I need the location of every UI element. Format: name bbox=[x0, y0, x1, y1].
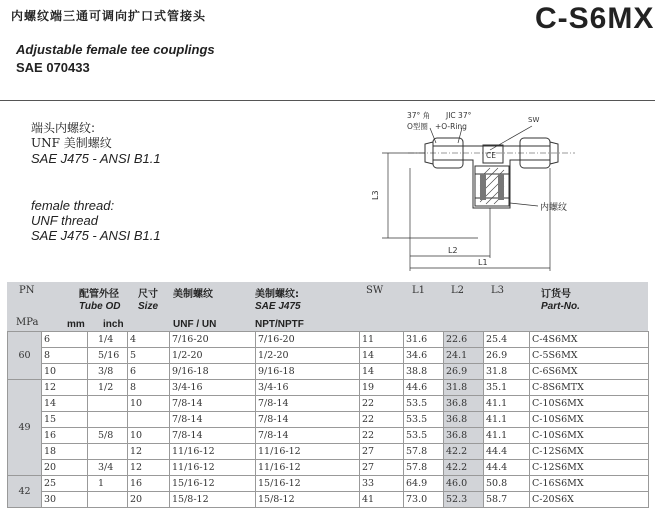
cell-l3: 44.4 bbox=[484, 460, 530, 476]
header-part-cn: 订货号 bbox=[541, 289, 571, 300]
cell-inch bbox=[88, 444, 128, 460]
cell-mm: 10 bbox=[42, 364, 88, 380]
cell-inch: 5/16 bbox=[88, 348, 128, 364]
cell-l1: 53.5 bbox=[404, 412, 444, 428]
cell-l1: 53.5 bbox=[404, 428, 444, 444]
cell-l1: 53.5 bbox=[404, 396, 444, 412]
cell-inch bbox=[88, 412, 128, 428]
spec-table bbox=[7, 331, 649, 508]
oring-label-cn: O型圈 bbox=[407, 122, 428, 131]
cell-unf: 15/8-12 bbox=[170, 492, 256, 508]
product-code: C-S6MX bbox=[535, 2, 655, 35]
cell-size bbox=[128, 412, 170, 428]
cell-unf: 7/8-14 bbox=[170, 412, 256, 428]
header-l3: L3 bbox=[491, 285, 505, 296]
jic-label: JIC 37° bbox=[446, 111, 472, 120]
cell-sw: 41 bbox=[360, 492, 404, 508]
cell-inch bbox=[88, 492, 128, 508]
header-thread2-cn: 美制螺纹: bbox=[255, 289, 299, 300]
inner-thread-label: 内螺纹 bbox=[540, 203, 568, 213]
cell-sw: 14 bbox=[360, 348, 404, 364]
cell-size: 16 bbox=[128, 476, 170, 492]
cell-l1: 57.8 bbox=[404, 460, 444, 476]
cell-l1: 57.8 bbox=[404, 444, 444, 460]
sae-number: SAE 070433 bbox=[16, 60, 90, 75]
cell-l1: 73.0 bbox=[404, 492, 444, 508]
cell-inch: 1/2 bbox=[88, 380, 128, 396]
dim-l1: L1 bbox=[478, 258, 488, 267]
table-row bbox=[8, 332, 649, 348]
cell-l2: 42.2 bbox=[444, 444, 484, 460]
cell-size: 5 bbox=[128, 348, 170, 364]
cell-size: 12 bbox=[128, 444, 170, 460]
oring-label: +O-Ring bbox=[435, 122, 467, 131]
cell-size: 20 bbox=[128, 492, 170, 508]
title-english: Adjustable female tee couplings bbox=[16, 42, 215, 57]
cell-sae: 11/16-12 bbox=[256, 444, 360, 460]
cell-l3: 26.9 bbox=[484, 348, 530, 364]
dim-l3: L3 bbox=[371, 190, 380, 200]
cell-size: 10 bbox=[128, 428, 170, 444]
header-inch: inch bbox=[103, 319, 124, 330]
cell-mm: 25 bbox=[42, 476, 88, 492]
cell-l2: 46.0 bbox=[444, 476, 484, 492]
cell-unf: 15/16-12 bbox=[170, 476, 256, 492]
cell-size: 10 bbox=[128, 396, 170, 412]
table-header bbox=[7, 282, 648, 331]
cell-mm: 12 bbox=[42, 380, 88, 396]
cell-mm: 18 bbox=[42, 444, 88, 460]
cell-part: C-4S6MX bbox=[530, 332, 649, 348]
cell-sw: 27 bbox=[360, 460, 404, 476]
thread-label-cn: 端头内螺纹: bbox=[31, 121, 96, 135]
cell-sae: 1/2-20 bbox=[256, 348, 360, 364]
cell-part: C-16S6MX bbox=[530, 476, 649, 492]
table-row bbox=[8, 444, 649, 460]
cell-l3: 41.1 bbox=[484, 396, 530, 412]
cell-mm: 6 bbox=[42, 332, 88, 348]
thread-unf-cn: UNF 美制螺纹 bbox=[31, 136, 112, 150]
pn-cell: 49 bbox=[8, 380, 42, 476]
cell-sw: 22 bbox=[360, 412, 404, 428]
header-part-no: Part-No. bbox=[541, 301, 580, 312]
cell-l3: 44.4 bbox=[484, 444, 530, 460]
cell-l2: 36.8 bbox=[444, 412, 484, 428]
sw-label: SW bbox=[528, 116, 540, 124]
header-mm: mm bbox=[67, 319, 85, 330]
cell-sae: 15/8-12 bbox=[256, 492, 360, 508]
cell-part: C-10S6MX bbox=[530, 412, 649, 428]
table-row bbox=[8, 492, 649, 508]
header-tube-od-cn: 配管外径 bbox=[79, 289, 119, 300]
cell-unf: 11/16-12 bbox=[170, 444, 256, 460]
cell-inch: 5/8 bbox=[88, 428, 128, 444]
ce-label: CE bbox=[486, 151, 496, 160]
angle-label-cn: 37° 角 bbox=[407, 111, 431, 120]
table-row bbox=[8, 396, 649, 412]
cell-part: C-12S6MX bbox=[530, 444, 649, 460]
table-row bbox=[8, 428, 649, 444]
cell-l1: 44.6 bbox=[404, 380, 444, 396]
cell-inch: 1 bbox=[88, 476, 128, 492]
cell-l2: 36.8 bbox=[444, 396, 484, 412]
header-l2: L2 bbox=[451, 285, 465, 296]
cell-part: C-10S6MX bbox=[530, 396, 649, 412]
cell-mm: 16 bbox=[42, 428, 88, 444]
cell-inch: 3/4 bbox=[88, 460, 128, 476]
cell-size: 12 bbox=[128, 460, 170, 476]
header-npt: NPT/NPTF bbox=[255, 319, 304, 330]
cell-l1: 38.8 bbox=[404, 364, 444, 380]
cell-inch: 3/8 bbox=[88, 364, 128, 380]
cell-l1: 64.9 bbox=[404, 476, 444, 492]
divider bbox=[0, 100, 655, 101]
header-sae-j475: SAE J475 bbox=[255, 301, 301, 312]
cell-unf: 7/16-20 bbox=[170, 332, 256, 348]
cell-l3: 58.7 bbox=[484, 492, 530, 508]
header-size: Size bbox=[138, 301, 159, 312]
title-chinese: 内螺纹端三通可调向扩口式管接头 bbox=[11, 9, 207, 23]
cell-part: C-6S6MX bbox=[530, 364, 649, 380]
cell-unf: 11/16-12 bbox=[170, 460, 256, 476]
cell-sae: 3/4-16 bbox=[256, 380, 360, 396]
cell-l3: 35.1 bbox=[484, 380, 530, 396]
cell-sw: 33 bbox=[360, 476, 404, 492]
cell-mm: 14 bbox=[42, 396, 88, 412]
tee-coupling-drawing bbox=[370, 108, 610, 273]
header-sw: SW bbox=[366, 285, 384, 296]
pn-cell: 60 bbox=[8, 332, 42, 380]
cell-unf: 7/8-14 bbox=[170, 396, 256, 412]
thread-label-en: female thread: bbox=[31, 198, 115, 213]
cell-sw: 11 bbox=[360, 332, 404, 348]
header-l1: L1 bbox=[412, 285, 426, 296]
cell-unf: 7/8-14 bbox=[170, 428, 256, 444]
thread-standard: SAE J475 - ANSI B1.1 bbox=[31, 151, 161, 166]
table-row bbox=[8, 476, 649, 492]
cell-l3: 41.1 bbox=[484, 428, 530, 444]
cell-part: C-8S6MTX bbox=[530, 380, 649, 396]
cell-mm: 8 bbox=[42, 348, 88, 364]
cell-inch bbox=[88, 396, 128, 412]
cell-sw: 22 bbox=[360, 396, 404, 412]
cell-sw: 19 bbox=[360, 380, 404, 396]
cell-sw: 22 bbox=[360, 428, 404, 444]
cell-unf: 9/16-18 bbox=[170, 364, 256, 380]
cell-size: 6 bbox=[128, 364, 170, 380]
table-row bbox=[8, 380, 649, 396]
cell-l2: 22.6 bbox=[444, 332, 484, 348]
cell-unf: 3/4-16 bbox=[170, 380, 256, 396]
table-row bbox=[8, 412, 649, 428]
cell-l3: 41.1 bbox=[484, 412, 530, 428]
cell-sae: 7/8-14 bbox=[256, 428, 360, 444]
table-row bbox=[8, 364, 649, 380]
cell-part: C-12S6MX bbox=[530, 460, 649, 476]
cell-sae: 7/8-14 bbox=[256, 396, 360, 412]
cell-sae: 7/8-14 bbox=[256, 412, 360, 428]
header-tube-od: Tube OD bbox=[79, 301, 121, 312]
cell-l3: 25.4 bbox=[484, 332, 530, 348]
cell-sae: 9/16-18 bbox=[256, 364, 360, 380]
thread-spec-english bbox=[31, 198, 161, 243]
cell-size: 4 bbox=[128, 332, 170, 348]
cell-l2: 24.1 bbox=[444, 348, 484, 364]
table-row bbox=[8, 460, 649, 476]
header-size-cn: 尺寸 bbox=[138, 289, 158, 300]
cell-l2: 42.2 bbox=[444, 460, 484, 476]
cell-mm: 20 bbox=[42, 460, 88, 476]
cell-mm: 30 bbox=[42, 492, 88, 508]
cell-part: C-10S6MX bbox=[530, 428, 649, 444]
cell-l3: 31.8 bbox=[484, 364, 530, 380]
cell-l2: 26.9 bbox=[444, 364, 484, 380]
thread-unf-en: UNF thread bbox=[31, 213, 98, 228]
cell-l3: 50.8 bbox=[484, 476, 530, 492]
cell-l2: 36.8 bbox=[444, 428, 484, 444]
header-mpa: MPa bbox=[16, 317, 39, 328]
cell-l2: 52.3 bbox=[444, 492, 484, 508]
cell-part: C-5S6MX bbox=[530, 348, 649, 364]
cell-unf: 1/2-20 bbox=[170, 348, 256, 364]
thread-standard-en: SAE J475 - ANSI B1.1 bbox=[31, 228, 161, 243]
cell-sae: 15/16-12 bbox=[256, 476, 360, 492]
pn-cell: 42 bbox=[8, 476, 42, 508]
cell-mm: 15 bbox=[42, 412, 88, 428]
cell-sw: 27 bbox=[360, 444, 404, 460]
dim-l2: L2 bbox=[448, 246, 458, 255]
table-row bbox=[8, 348, 649, 364]
cell-l2: 31.8 bbox=[444, 380, 484, 396]
header-thread1-cn: 美制螺纹 bbox=[173, 289, 213, 300]
cell-sw: 14 bbox=[360, 364, 404, 380]
cell-sae: 11/16-12 bbox=[256, 460, 360, 476]
thread-spec-chinese bbox=[31, 121, 161, 166]
header-unf-un: UNF / UN bbox=[173, 319, 217, 330]
cell-size: 8 bbox=[128, 380, 170, 396]
cell-part: C-20S6X bbox=[530, 492, 649, 508]
cell-l1: 31.6 bbox=[404, 332, 444, 348]
header-pn: PN bbox=[19, 285, 35, 296]
cell-sae: 7/16-20 bbox=[256, 332, 360, 348]
cell-inch: 1/4 bbox=[88, 332, 128, 348]
cell-l1: 34.6 bbox=[404, 348, 444, 364]
